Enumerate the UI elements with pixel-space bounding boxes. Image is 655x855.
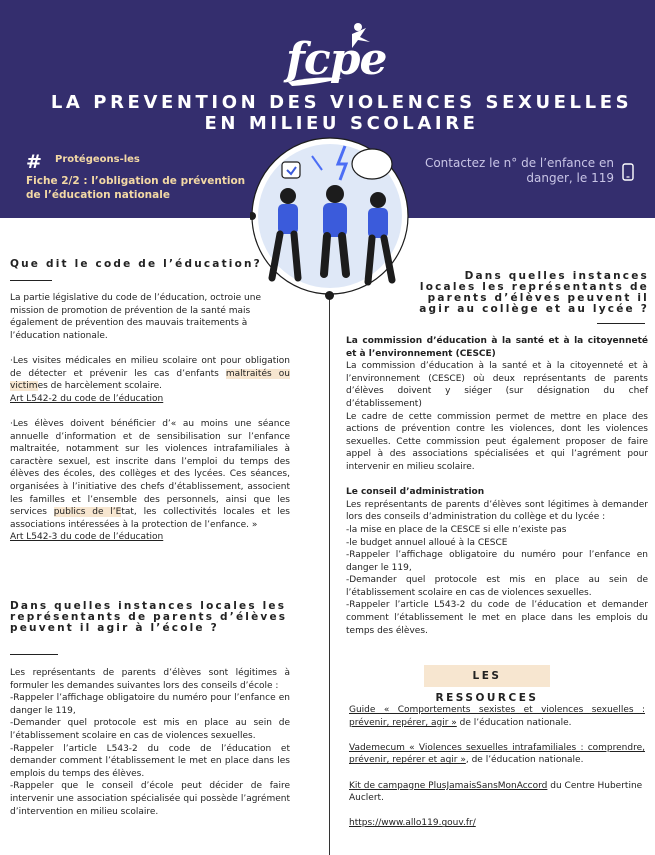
resource-link-kit[interactable]: Kit de campagne PlusJamaisSansMonAccord bbox=[349, 780, 548, 791]
section-heading-code-education: Que dit le code de l’éducation? bbox=[10, 258, 262, 270]
resource-item bbox=[349, 817, 645, 830]
paragraph: Les représentants de parents d’élèves sont légitimes à demander lors des conseils d’administration du collège et du lycée : bbox=[346, 499, 648, 523]
ca-title: Le conseil d’administration bbox=[346, 487, 485, 498]
section-heading-ecole: Dans quelles instances locales les représentants de parents d’élèves peuvent il agir à l’école ? bbox=[10, 600, 288, 634]
column-divider bbox=[329, 296, 330, 855]
list-item: -Demander quel protocole est mis en place au sein de l’établissement scolaire en cas de violences sexuelles. bbox=[346, 575, 648, 598]
contact-119-text: Contactez le n° de l’enfance en danger, le 119 bbox=[424, 156, 614, 185]
paragraph: La commission d’éducation à la santé et à la citoyenneté et à l’environnement (CESCE) où deux représentants de parents d’élèves doivent y siéger (sur désignation du chef d’établissement) bbox=[346, 361, 648, 409]
hashtag-icon: # bbox=[26, 151, 42, 173]
hashtag-label: Protégeons-les bbox=[55, 154, 140, 165]
right-body bbox=[346, 335, 648, 637]
paragraph: ·Les élèves doivent bénéficier d’« au moins une séance annuelle d’information et de sensibilisation sur l’enfance maltraitée, notamment sur les violences intrafamiliales à caractère sexuel, est inscrite dans l’emploi du temps des élèves des écoles, des collèges et des lycées. Ces séances, organisées à l’initiative des chefs d’établissement, associent les familles et l’ensemble des personnels, ainsi que les services publics de l’Etat, les collectivités locales et les associations intéressées à la protection de l’enfance. » bbox=[10, 418, 290, 530]
children-illustration bbox=[250, 136, 410, 296]
resource-link-guide[interactable]: Guide « Comportements sexistes et violences sexuelles : prévenir, repérer, agir » bbox=[349, 705, 645, 728]
heading-rule bbox=[10, 654, 58, 655]
resources-list bbox=[349, 704, 645, 830]
left-body bbox=[10, 292, 290, 544]
list-item: -Rappeler que le conseil d’école peut décider de faire intervenir une association spécialisée qui possède l’agrément d’intervention en milieu scolaire. bbox=[10, 781, 290, 817]
paragraph: Le cadre de cette commission permet de mettre en place des actions de prévention contre les violences, dont les violences sexuelles. Cette commission peut également proposer de faire appel à des associations spécialisées et qui l’agrément pour intervenir en milieu scolaire. bbox=[346, 411, 648, 472]
list-item: -la mise en place de la CESCE si elle n’existe pas bbox=[346, 524, 567, 535]
paragraph: ·Les visites médicales en milieu scolaire ont pour obligation de détecter et prévenir les cas d’enfants maltraités ou victimes de harcèlement scolaire. bbox=[10, 355, 290, 392]
heading-rule bbox=[597, 323, 645, 324]
heading-rule bbox=[10, 280, 52, 281]
list-item: -Rappeler l’article L543-2 du code de l’éducation et demander comment l’établissement le met en place dans les emplois du temps des élèves. bbox=[346, 600, 648, 636]
resource-item: Vademecum « Violences sexuelles intrafamiliales : comprendre, prévenir, repérer et agir », de l’éducation nationale. bbox=[349, 742, 645, 766]
list-item: -Rappeler l’article L543-2 du code de l’éducation et demander comment l’établissement le met en place dans les emplois du temps des élèves. bbox=[10, 743, 290, 779]
page-title: LA PREVENTION DES VIOLENCES SEXUELLES EN MILIEU SCOLAIRE bbox=[50, 92, 633, 134]
article-link-l542-2[interactable]: Art L542-2 du code de l’éducation bbox=[10, 393, 164, 404]
paragraph: Les représentants de parents d’élèves sont légitimes à formuler les demandes suivantes lors des conseils d’école : bbox=[10, 668, 290, 691]
left-ecole-body bbox=[10, 667, 290, 818]
section-heading-college-lycee: Dans quelles instances locales les représentants de parents d’élèves peuvent il agir au collège et au lycée ? bbox=[419, 270, 649, 315]
cesce-title: La commission d’éducation à la santé et à la citoyenneté et à l’environnement (CESCE) bbox=[346, 336, 648, 359]
list-item: -Demander quel protocole est mis en place au sein de l’établissement scolaire en cas de violences sexuelles. bbox=[10, 718, 290, 741]
paragraph: La partie législative du code de l’éducation, octroie une mission de promotion de prévention de la santé mais également de prévention des mauvais traitements à l’éducation nationale. bbox=[10, 293, 261, 341]
list-item: -Rappeler l’affichage obligatoire du numéro pour l’enfance en danger le 119, bbox=[346, 550, 648, 573]
phone-icon bbox=[622, 163, 634, 181]
fiche-subtitle: Fiche 2/2 : l’obligation de prévention de l’éducation nationale bbox=[26, 175, 246, 201]
divider-dot bbox=[325, 291, 334, 300]
list-item: -Rappeler l’affichage obligatoire du numéro pour l’enfance en danger le 119, bbox=[10, 693, 290, 716]
resource-item: Kit de campagne PlusJamaisSansMonAccord du Centre Hubertine Auclert. bbox=[349, 780, 643, 804]
fcpe-logo: fcpe bbox=[286, 34, 387, 85]
resource-link-vademecum[interactable]: Vademecum « Violences sexuelles intrafamiliales : comprendre, prévenir, repérer et agir » bbox=[349, 742, 645, 766]
article-link-l542-3[interactable]: Art L542-3 du code de l’éducation bbox=[10, 532, 164, 543]
resources-title: LES RESSOURCES bbox=[424, 665, 550, 687]
resource-link-allo119[interactable]: https://www.allo119.gouv.fr/ bbox=[349, 818, 476, 829]
resource-item: Guide « Comportements sexistes et violences sexuelles : prévenir, repérer, agir » de l’éducation nationale. bbox=[349, 705, 645, 728]
list-item: -le budget annuel alloué à la CESCE bbox=[346, 537, 508, 548]
